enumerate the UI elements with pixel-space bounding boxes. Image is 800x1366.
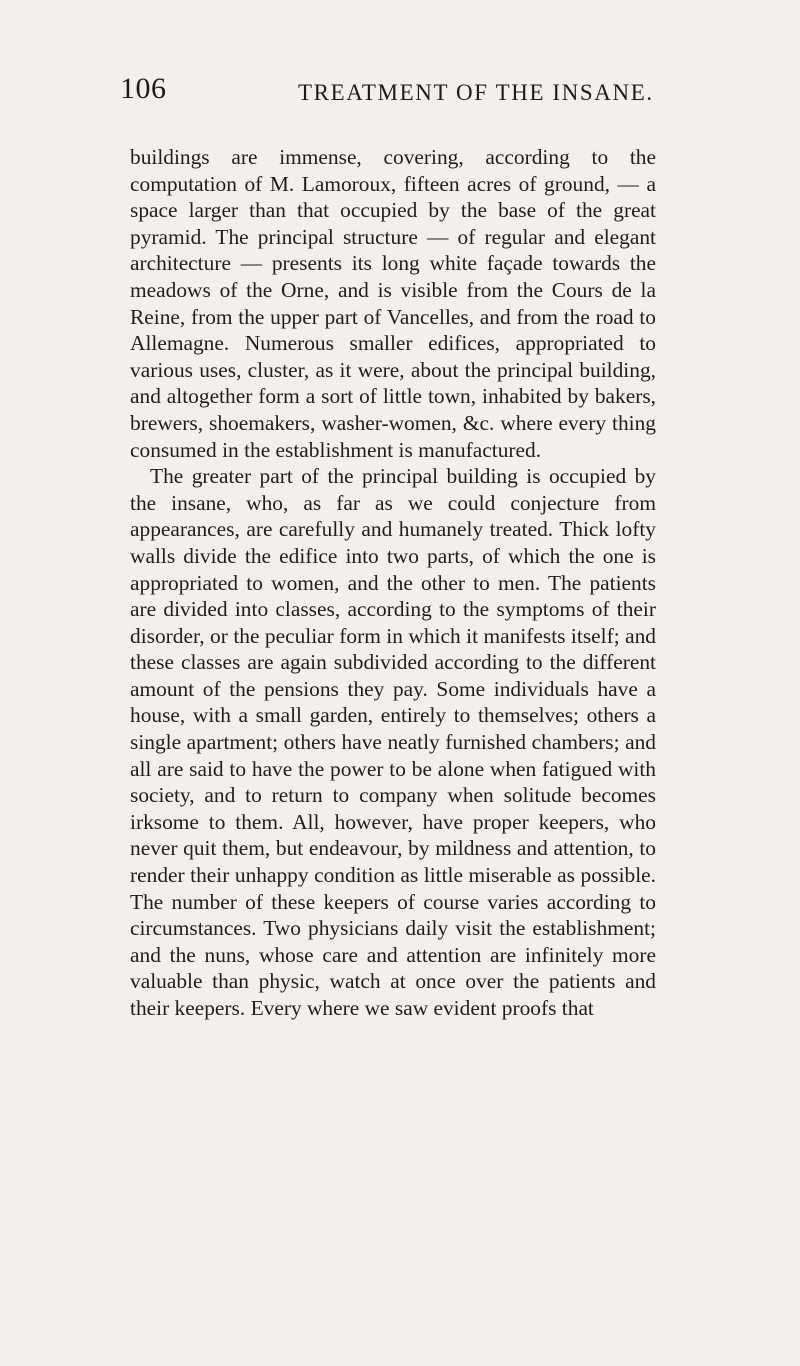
body-text bbox=[130, 144, 656, 1022]
paragraph: The greater part of the principal building is occupied by the insane, who, as far as we could conjecture from appearances, are carefully and humanely treated. Thick lofty walls divide the edifice into two parts, of which the one is appropriated to women, and the other to men. The patients are divided into classes, according to the symptoms of their disorder, or the peculiar form in which it manifests itself; and these classes are again subdivided according to the different amount of the pensions they pay. Some individuals have a house, with a small garden, entirely to themselves; others a single apartment; others have neatly furnished chambers; and all are said to have the power to be alone when fatigued with society, and to return to company when solitude becomes irksome to them. All, however, have proper keepers, who never quit them, but endeavour, by mildness and attention, to render their unhappy condition as little miserable as possible. The number of these keepers of course varies according to circumstances. Two physicians daily visit the establishment; and the nuns, whose care and attention are infinitely more valuable than physic, watch at once over the patients and their keepers. Every where we saw evident proofs that bbox=[130, 464, 656, 1020]
paragraph-continued: buildings are immense, covering, according to the computation of M. Lamoroux, fifteen acres of ground, — a space larger than that occupied by the base of the great pyramid. The principal structure — of regular and elegant architecture — presents its long white façade towards the meadows of the Orne, and is visible from the Cours de la Reine, from the upper part of Vancelles, and from the road to Allemagne. Numerous smaller edifices, appropriated to various uses, cluster, as it were, about the principal building, and altogether form a sort of little town, inhabited by bakers, brewers, shoemakers, washer-women, &c. where every thing consumed in the establishment is manufactured. bbox=[130, 145, 656, 462]
page-header bbox=[120, 62, 730, 122]
running-title: TREATMENT OF THE INSANE. bbox=[298, 80, 654, 105]
page-number: 106 bbox=[120, 72, 167, 105]
